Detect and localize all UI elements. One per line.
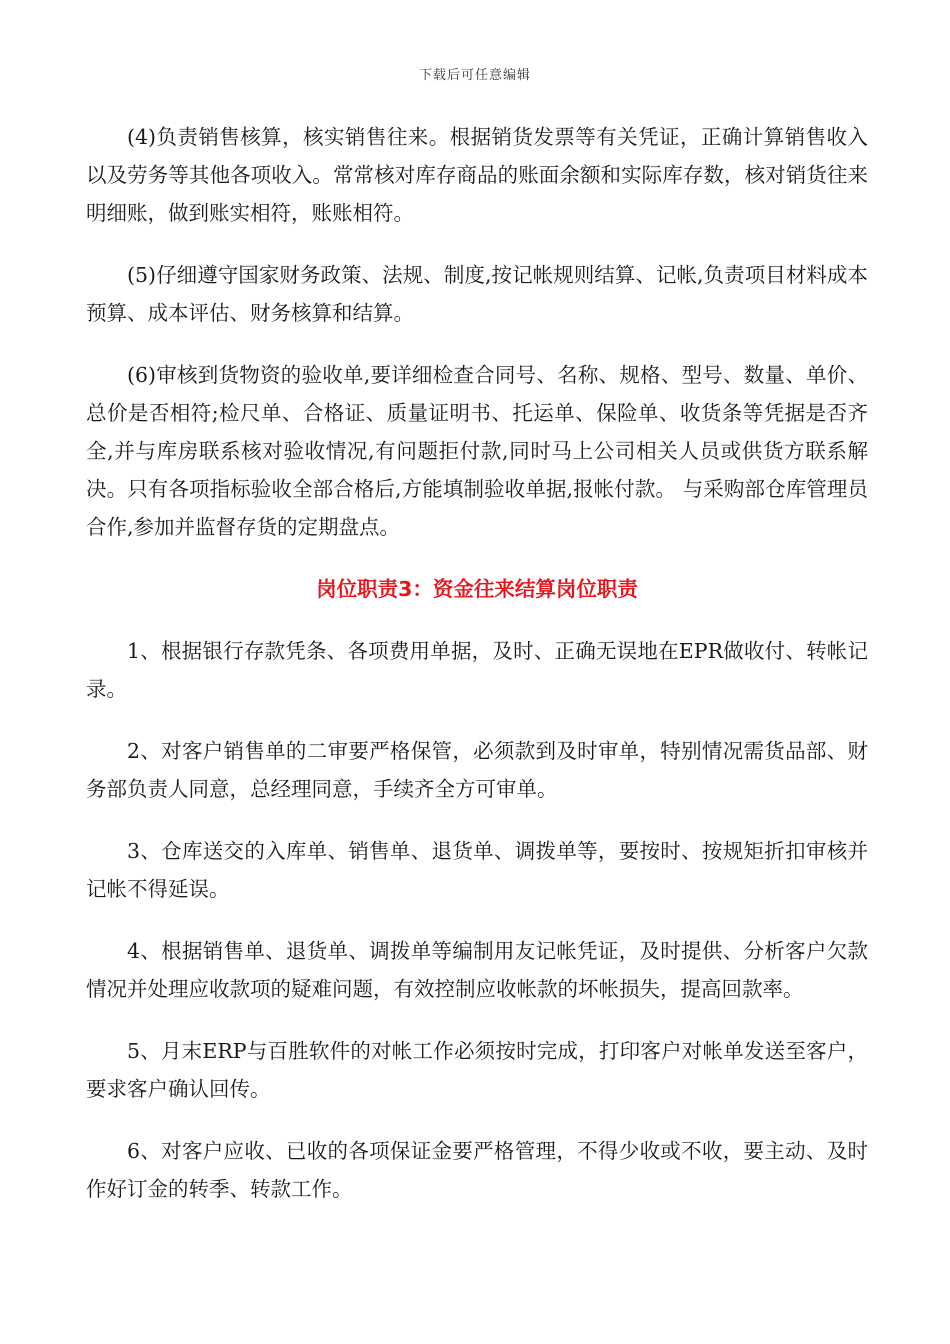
document-body — [86, 118, 868, 1232]
duty-item-2: 2、对客户销售单的二审要严格保管，必须款到及时审单，特别情况需货品部、财务部负责人同意，总经理同意，手续齐全方可审单。 — [86, 739, 868, 801]
section-heading: 岗位职责3：资金往来结算岗位职责 — [316, 577, 638, 601]
duty-item-5: 5、月末ERP与百胜软件的对帐工作必须按时完成，打印客户对帐单发送至客户，要求客户确认回传。 — [86, 1039, 868, 1101]
paragraph-6: (6)审核到货物资的验收单,要详细检查合同号、名称、规格、型号、数量、单价、总价是否相符;检尺单、合格证、质量证明书、托运单、保险单、收货条等凭据是否齐全,并与库房联系核对验收情况,有问题拒付款,同时马上公司相关人员或供货方联系解决。只有各项指标验收全部合格后,方能填制验收单据,报帐付款。 与采购部仓库管理员合作,参加并监督存货的定期盘点。 — [86, 363, 868, 539]
page-header-note: 下载后可任意编辑 — [418, 68, 531, 83]
duty-item-3: 3、仓库送交的入库单、销售单、退货单、调拨单等，要按时、按规矩折扣审核并记帐不得延误。 — [86, 839, 868, 901]
duty-item-6: 6、对客户应收、已收的各项保证金要严格管理，不得少收或不收，要主动、及时作好订金的转季、转款工作。 — [86, 1139, 868, 1201]
paragraph-5: (5)仔细遵守国家财务政策、法规、制度,按记帐规则结算、记帐,负责项目材料成本预算、成本评估、财务核算和结算。 — [86, 263, 868, 325]
paragraph-4: (4)负责销售核算，核实销售往来。根据销货发票等有关凭证，正确计算销售收入以及劳务等其他各项收入。常常核对库存商品的账面余额和实际库存数，核对销货往来明细账，做到账实相符，账账相符。 — [86, 125, 868, 225]
duty-item-4: 4、根据销售单、退货单、调拨单等编制用友记帐凭证，及时提供、分析客户欠款情况并处理应收款项的疑难问题，有效控制应收帐款的坏帐损失，提高回款率。 — [86, 939, 868, 1001]
duty-item-1: 1、根据银行存款凭条、各项费用单据，及时、正确无误地在EPR做收付、转帐记录。 — [86, 639, 868, 701]
